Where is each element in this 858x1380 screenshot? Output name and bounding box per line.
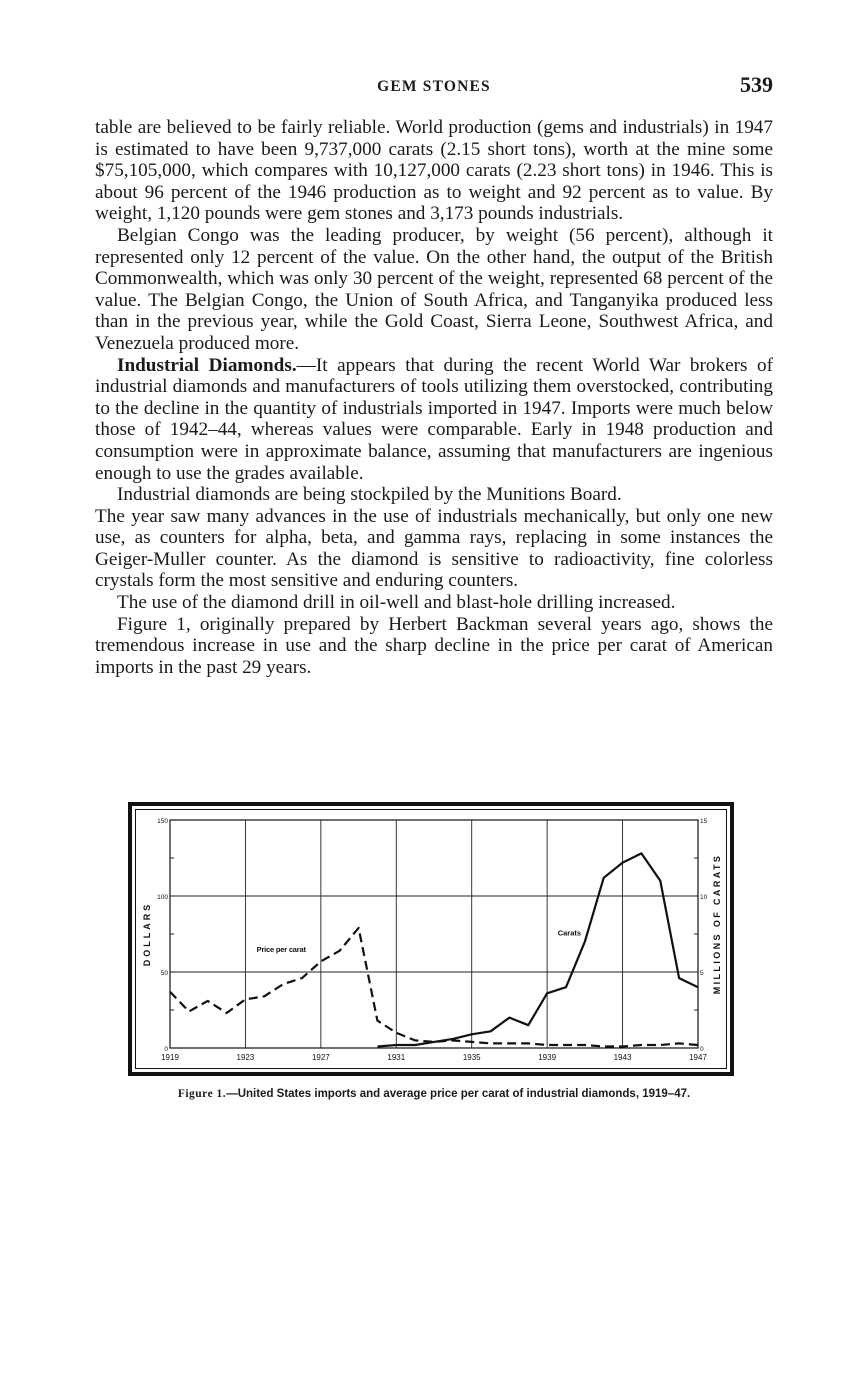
x-tick-label: 1923 [236,1053,255,1062]
paragraph: The use of the diamond drill in oil-well and blast-hole drilling increased. [117,592,676,614]
right-tick-label: 0 [700,1046,704,1053]
plot-area [170,820,698,1048]
page-header [95,72,773,102]
page-number: 539 [740,72,773,97]
x-tick-label: 1947 [689,1053,707,1062]
x-tick-label: 1919 [161,1053,179,1062]
x-tick-label: 1939 [538,1053,557,1062]
x-tick-label: 1931 [387,1053,406,1062]
left-tick-label: 150 [157,818,168,825]
left-tick-label: 0 [164,1046,168,1053]
annotation-price-per-carat: Price per carat [256,945,306,955]
left-tick-label: 100 [157,894,168,901]
x-tick-label: 1927 [311,1053,330,1062]
right-axis-label: MILLIONS OF CARATS [712,853,722,995]
left-tick-label: 50 [160,970,168,977]
paragraph-industrial-diamonds [95,355,773,485]
paragraph: Belgian Congo was the leading producer, by weight (56 percent), although it represented only 12 percent of the value. On the other hand, the output of the British Commonwealth, which was only 30 percent of the weight, represented 68 percent of the value. The Belgian Congo, the Union of South Africa, and Tanganyika produced less than in the previous year, while the Gold Coast, Sierra Leone, Southwest Africa, and Venezuela produced more. [95,224,773,354]
right-tick-label: 5 [700,970,704,977]
figure-frame [128,802,734,1076]
paragraph: Industrial diamonds are being stockpiled by the Munitions Board. [117,484,622,506]
paragraph: Figure 1, originally prepared by Herbert Backman several years ago, shows the tremendous increase in use and the sharp decline in the price per carat of American imports in the past 29 years. [95,613,773,678]
running-head: GEM STONES [377,78,491,95]
caption-text: —United States imports and average price per carat of industrial diamonds, 1919–47. [226,1088,691,1100]
right-tick-label: 15 [700,818,708,825]
paragraph-text: —It appears that during the recent World War brokers of industrial diamonds and manufacturers of tools utilizing them overstocked, contributing to the decline in the quantity of industrials imported in 1947. Imports were much below those of 1942–44, whereas values were comparable. Early in 1948 production and consumption were in approximate balance, assuming that manufacturers are ingenious enough to use the grades available. [95,354,773,484]
chart [136,810,728,1070]
paragraph: table are believed to be fairly reliable. World production (gems and industrials) in 1947 is estimated to have been 9,737,000 carats (2.15 short tons), worth at the mine some $75,105,000, which compares with 10,127,000 carats (2.23 short tons) in 1946. This is about 96 percent of the 1946 production as to weight and 92 percent as to value. By weight, 1,120 pounds were gem stones and 3,173 pounds industrials. [95,117,773,225]
paragraph: The year saw many advances in the use of industrials mechanically, but only one new use, as counters for alpha, beta, and gamma rays, replacing in some instances the Geiger-Muller counter. As the diamond is sensitive to radioactivity, fine colorless crystals form the most sensitive and enduring counters. [95,505,773,592]
figure-caption [95,1088,773,1100]
x-tick-label: 1943 [613,1053,632,1062]
section-run-in-heading: Industrial Diamonds. [117,354,297,376]
body-text [95,117,773,678]
annotation-carats: Carats [557,928,582,938]
figure-inner-frame [135,809,727,1069]
series-line-carats [377,853,698,1046]
x-tick-label: 1935 [462,1053,481,1062]
right-tick-label: 10 [700,894,708,901]
caption-label: Figure 1. [177,1088,227,1100]
series-line-price [170,928,698,1047]
left-axis-label: DOLLARS [142,901,152,967]
